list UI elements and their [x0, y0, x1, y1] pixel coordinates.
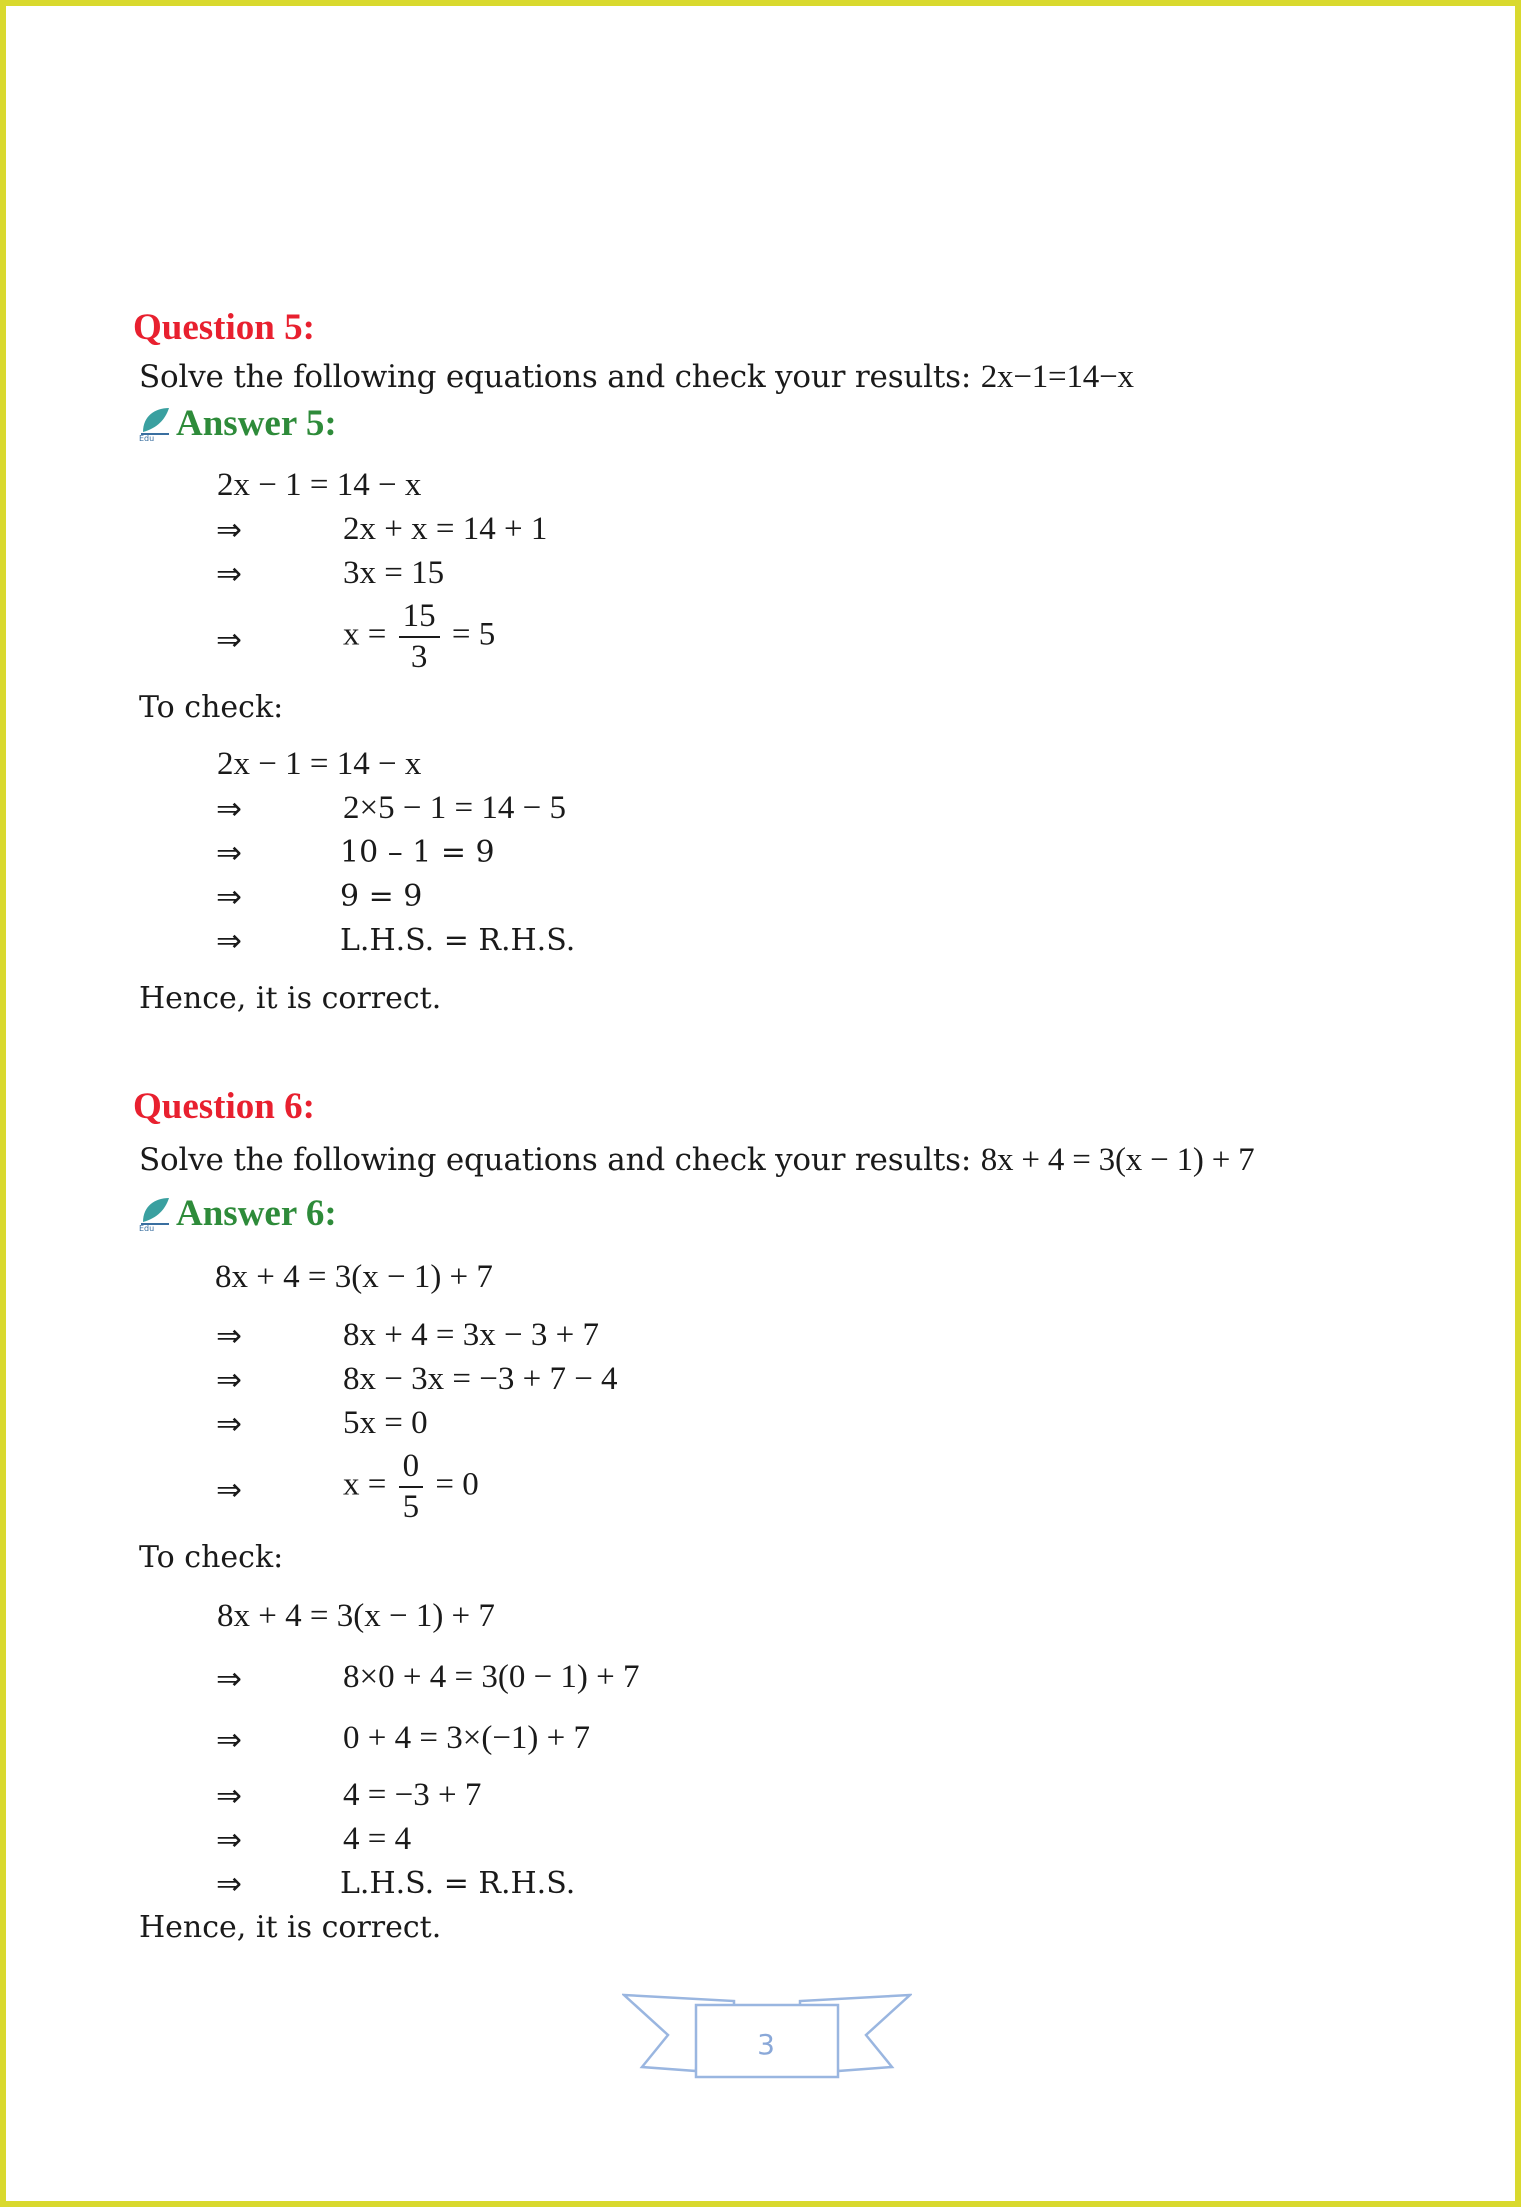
q5-check-label: To check: — [139, 690, 284, 725]
q6-check-line-6: L.H.S. = R.H.S. — [340, 1866, 576, 1901]
q5-check-arrow-3: ⇒ — [216, 835, 242, 871]
question-5-equation: 2x−1=14−x — [980, 359, 1134, 395]
q5-fraction — [399, 600, 440, 674]
svg-text:Edu: Edu — [139, 434, 155, 442]
q5-check-line-1: 2x − 1 = 14 − x — [217, 746, 422, 782]
q5-solve-line-2: 2x + x = 14 + 1 — [343, 511, 548, 547]
q6-conclusion: Hence, it is correct. — [139, 1910, 442, 1945]
q5-fraction-rhs: = 5 — [451, 616, 496, 653]
q6-solve-line-4: 5x = 0 — [343, 1405, 428, 1441]
q6-solve-arrow-2: ⇒ — [216, 1318, 242, 1354]
q5-check-line-5: L.H.S. = R.H.S. — [340, 923, 576, 958]
q6-check-line-2: 8×0 + 4 = 3(0 − 1) + 7 — [343, 1659, 640, 1695]
q5-fraction-numerator: 15 — [399, 600, 440, 638]
svg-text:Edu: Edu — [139, 1224, 155, 1232]
q6-check-line-4: 4 = −3 + 7 — [343, 1777, 482, 1813]
q6-check-arrow-6: ⇒ — [216, 1866, 242, 1902]
q6-solve-arrow-3: ⇒ — [216, 1362, 242, 1398]
answer-5-heading: Answer 5: — [176, 403, 337, 444]
question-6-equation: 8x + 4 = 3(x − 1) + 7 — [980, 1142, 1255, 1178]
q5-check-arrow-5: ⇒ — [216, 923, 242, 959]
q6-check-line-1: 8x + 4 = 3(x − 1) + 7 — [217, 1598, 495, 1634]
q6-fraction-numerator: 0 — [399, 1450, 424, 1488]
q6-check-line-5: 4 = 4 — [343, 1821, 412, 1857]
q5-solve-arrow-4: ⇒ — [216, 622, 242, 658]
q6-solve-line-2: 8x + 4 = 3x − 3 + 7 — [343, 1317, 599, 1353]
q5-fraction-lhs: x = — [343, 616, 387, 653]
q6-fraction-denominator: 5 — [402, 1489, 420, 1525]
q5-conclusion: Hence, it is correct. — [139, 981, 442, 1016]
q6-check-arrow-5: ⇒ — [216, 1822, 242, 1858]
answer-logo-icon — [137, 1196, 173, 1232]
q6-solve-line-3: 8x − 3x = −3 + 7 − 4 — [343, 1361, 618, 1397]
q5-solve-arrow-3: ⇒ — [216, 556, 242, 592]
question-6-prompt-text: Solve the following equations and check your results: — [139, 1142, 972, 1178]
question-5-heading: Question 5: — [133, 307, 315, 348]
q6-fraction-lhs: x = — [343, 1466, 387, 1503]
page-number: 3 — [757, 2028, 775, 2061]
q5-fraction-denominator: 3 — [410, 639, 428, 675]
q6-solve-arrow-5: ⇒ — [216, 1472, 242, 1508]
q6-solve-arrow-4: ⇒ — [216, 1406, 242, 1442]
q6-solve-line-5 — [343, 1450, 479, 1524]
q5-solve-arrow-2: ⇒ — [216, 512, 242, 548]
q6-check-arrow-4: ⇒ — [216, 1778, 242, 1814]
q5-solve-line-4 — [343, 600, 495, 674]
q5-check-arrow-2: ⇒ — [216, 791, 242, 827]
question-6-prompt — [139, 1142, 1254, 1179]
q5-check-line-2: 2×5 − 1 = 14 − 5 — [343, 790, 566, 826]
q5-solve-line-3: 3x = 15 — [343, 555, 445, 591]
q6-fraction-rhs: = 0 — [435, 1466, 479, 1503]
q6-check-arrow-3: ⇒ — [216, 1722, 242, 1758]
answer-logo-icon — [137, 406, 173, 442]
question-5-prompt — [139, 359, 1134, 396]
q6-fraction — [399, 1450, 424, 1524]
answer-6-heading: Answer 6: — [176, 1193, 337, 1234]
question-6-heading: Question 6: — [133, 1086, 315, 1127]
q6-check-line-3: 0 + 4 = 3×(−1) + 7 — [343, 1720, 591, 1756]
q5-check-line-4: 9 = 9 — [340, 879, 423, 914]
q6-solve-line-1: 8x + 4 = 3(x − 1) + 7 — [215, 1259, 493, 1295]
q6-check-label: To check: — [139, 1540, 284, 1575]
q5-check-arrow-4: ⇒ — [216, 879, 242, 915]
q6-check-arrow-2: ⇒ — [216, 1661, 242, 1697]
q5-check-line-3: 10 – 1 = 9 — [340, 835, 495, 870]
q5-solve-line-1: 2x − 1 = 14 − x — [217, 467, 422, 503]
question-5-prompt-text: Solve the following equations and check your results: — [139, 359, 972, 395]
